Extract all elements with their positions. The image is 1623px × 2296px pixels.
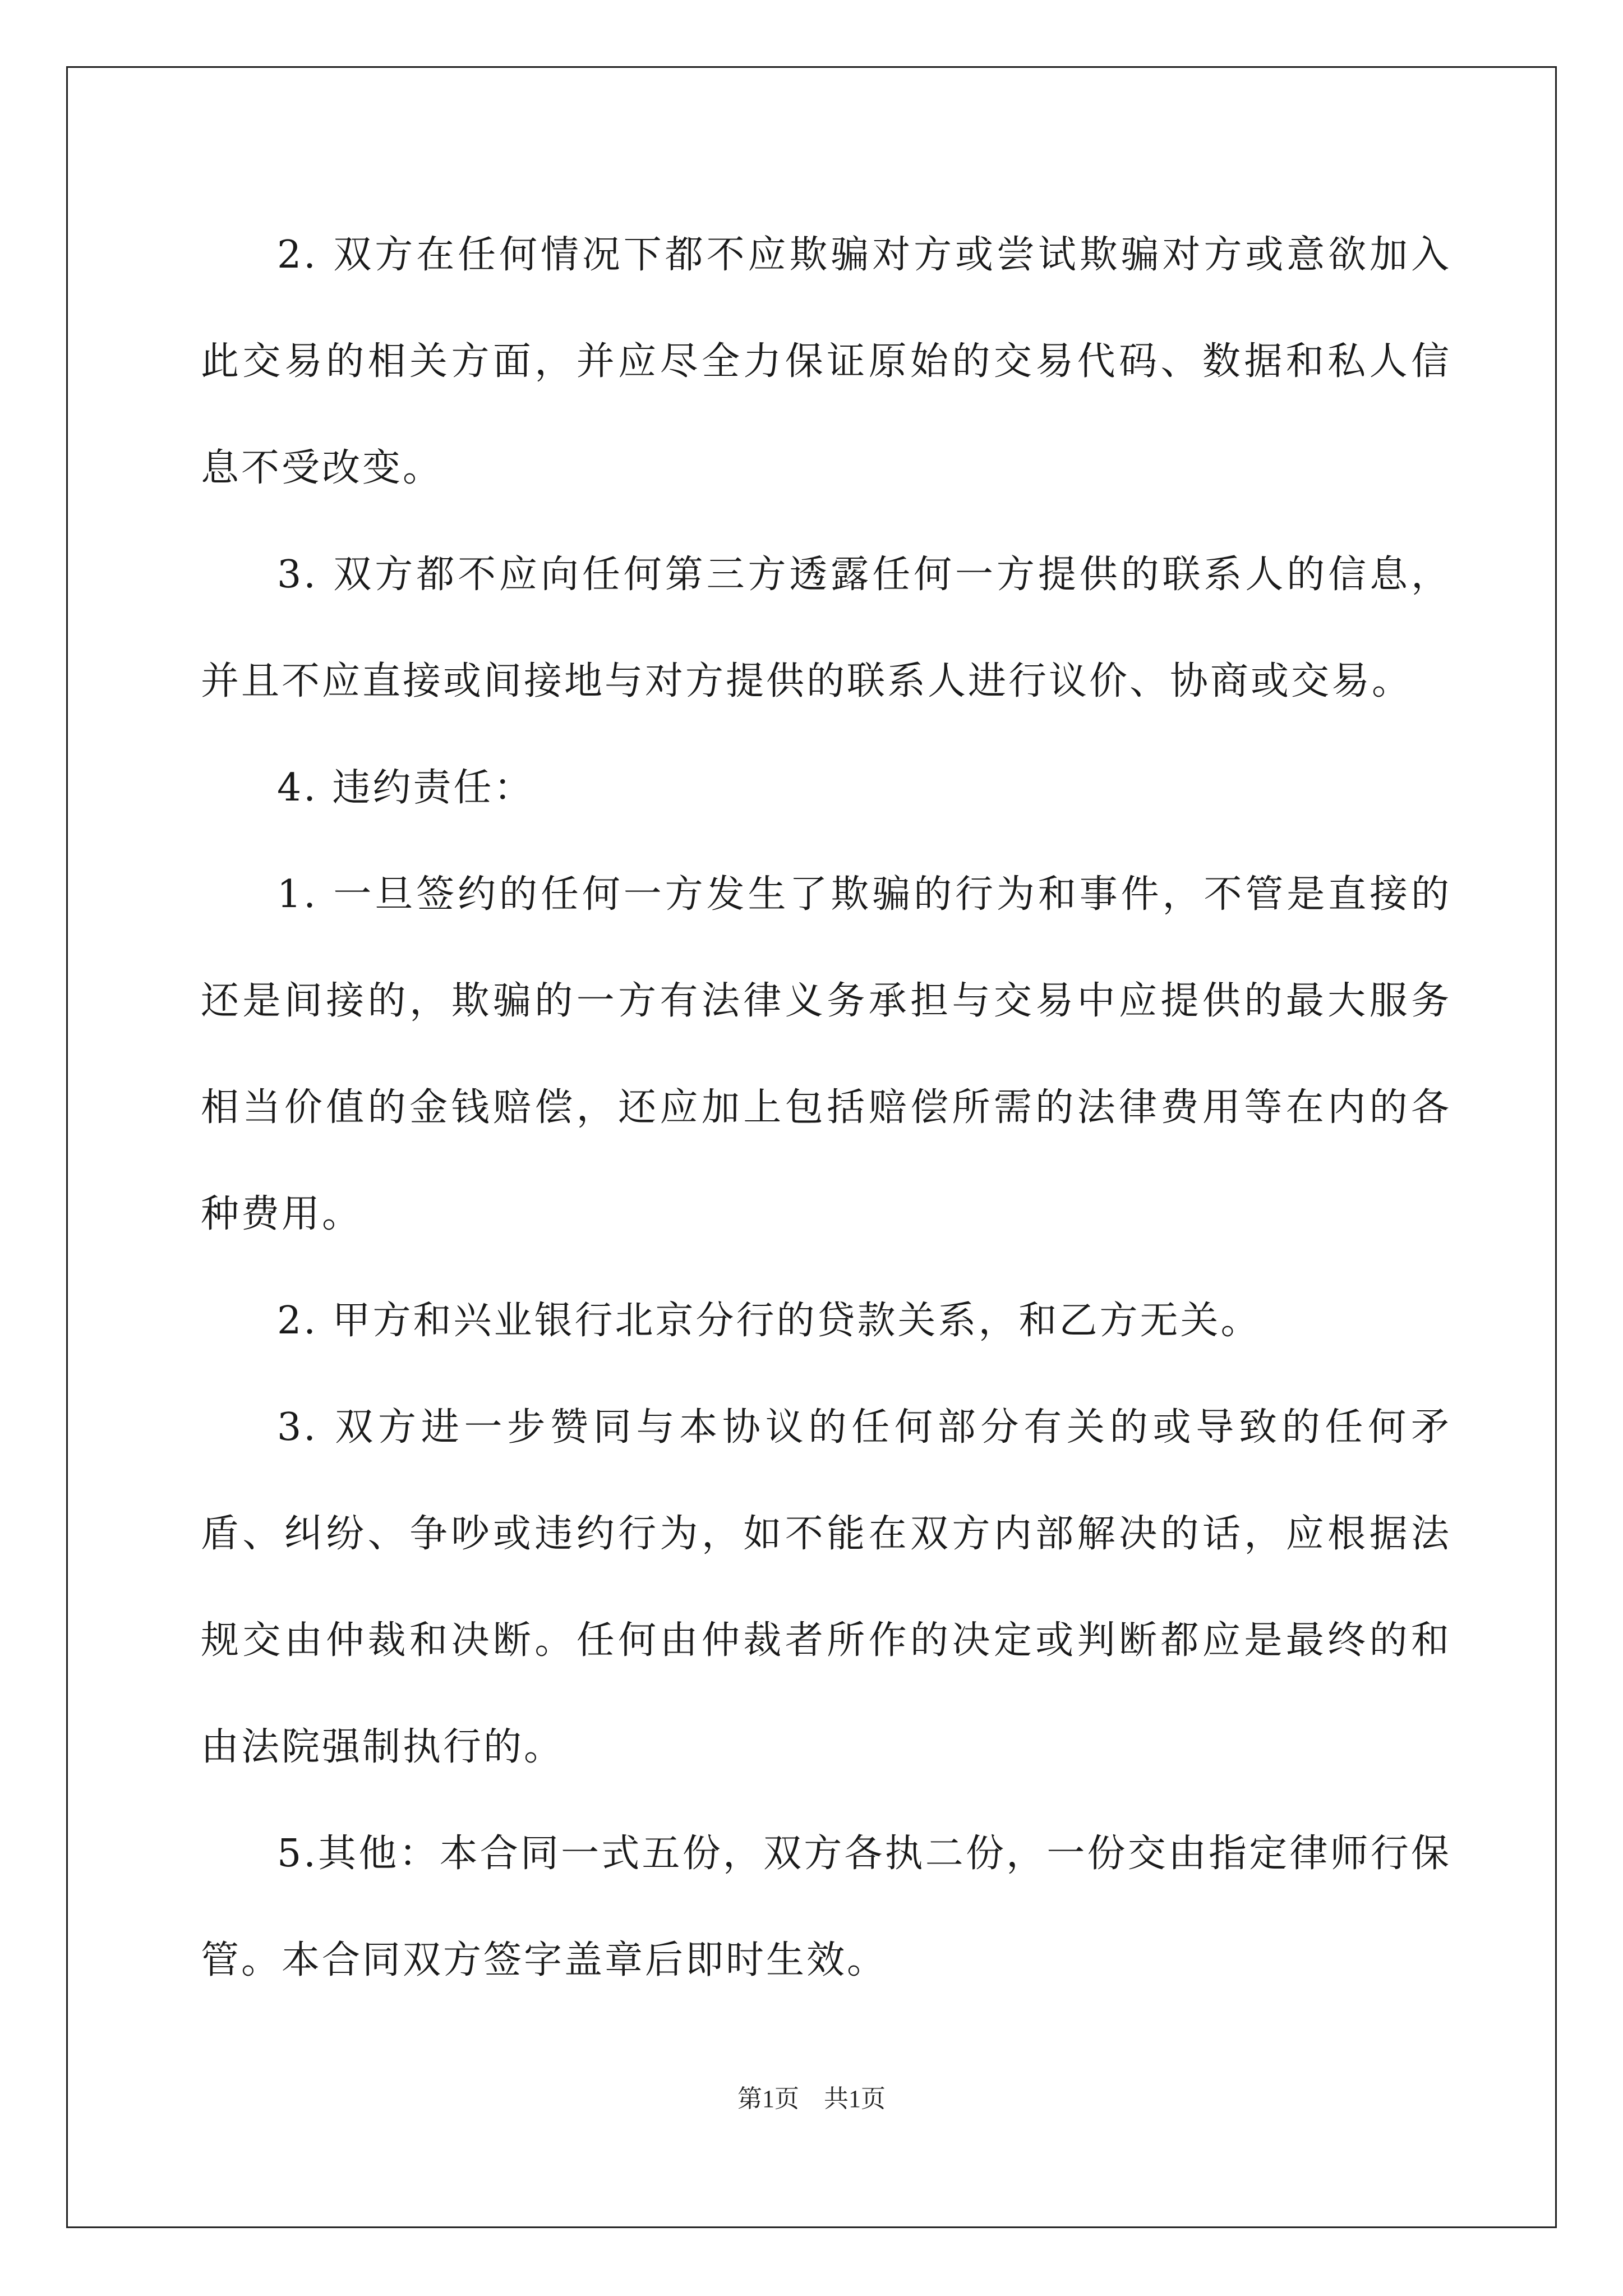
paragraph-clause-2: 2. 双方在任何情况下都不应欺骗对方或尝试欺骗对方或意欲加入此交易的相关方面，并应尽全力保证原始的交易代码、数据和私人信息不受改变。	[201, 233, 1451, 490]
paragraph-liability-3: 3. 双方进一步赞同与本协议的任何部分有关的或导致的任何矛盾、纠纷、争吵或违约行为，如不能在双方内部解决的话，应根据法规交由仲裁和决断。任何由仲裁者所作的决定或判断都应是最终的和由法院强制执行的。	[201, 1405, 1451, 1769]
paragraph-section-5-other: 5.其他：本合同一式五份，双方各执二份，一份交由指定律师行保管。本合同双方签字盖章后即时生效。	[201, 1832, 1451, 1982]
paragraph-section-4-heading: 4. 违约责任：	[277, 766, 534, 810]
paragraph-liability-1: 1. 一旦签约的任何一方发生了欺骗的行为和事件，不管是直接的还是间接的，欺骗的一方有法律义务承担与交易中应提供的最大服务相当价值的金钱赔偿，还应加上包括赔偿所需的法律费用等在内的各种费用。	[201, 872, 1451, 1236]
document-body	[201, 202, 1451, 2014]
paragraph-liability-2: 2. 甲方和兴业银行北京分行的贷款关系，和乙方无关。	[277, 1299, 1261, 1343]
paragraph-clause-3: 3. 双方都不应向任何第三方透露任何一方提供的联系人的信息，并且不应直接或间接地与对方提供的联系人进行议价、协商或交易。	[201, 553, 1451, 703]
page-footer	[0, 2078, 1623, 2114]
page-number-total: 共1页	[824, 2085, 886, 2113]
page-number-current: 第1页	[737, 2085, 799, 2113]
